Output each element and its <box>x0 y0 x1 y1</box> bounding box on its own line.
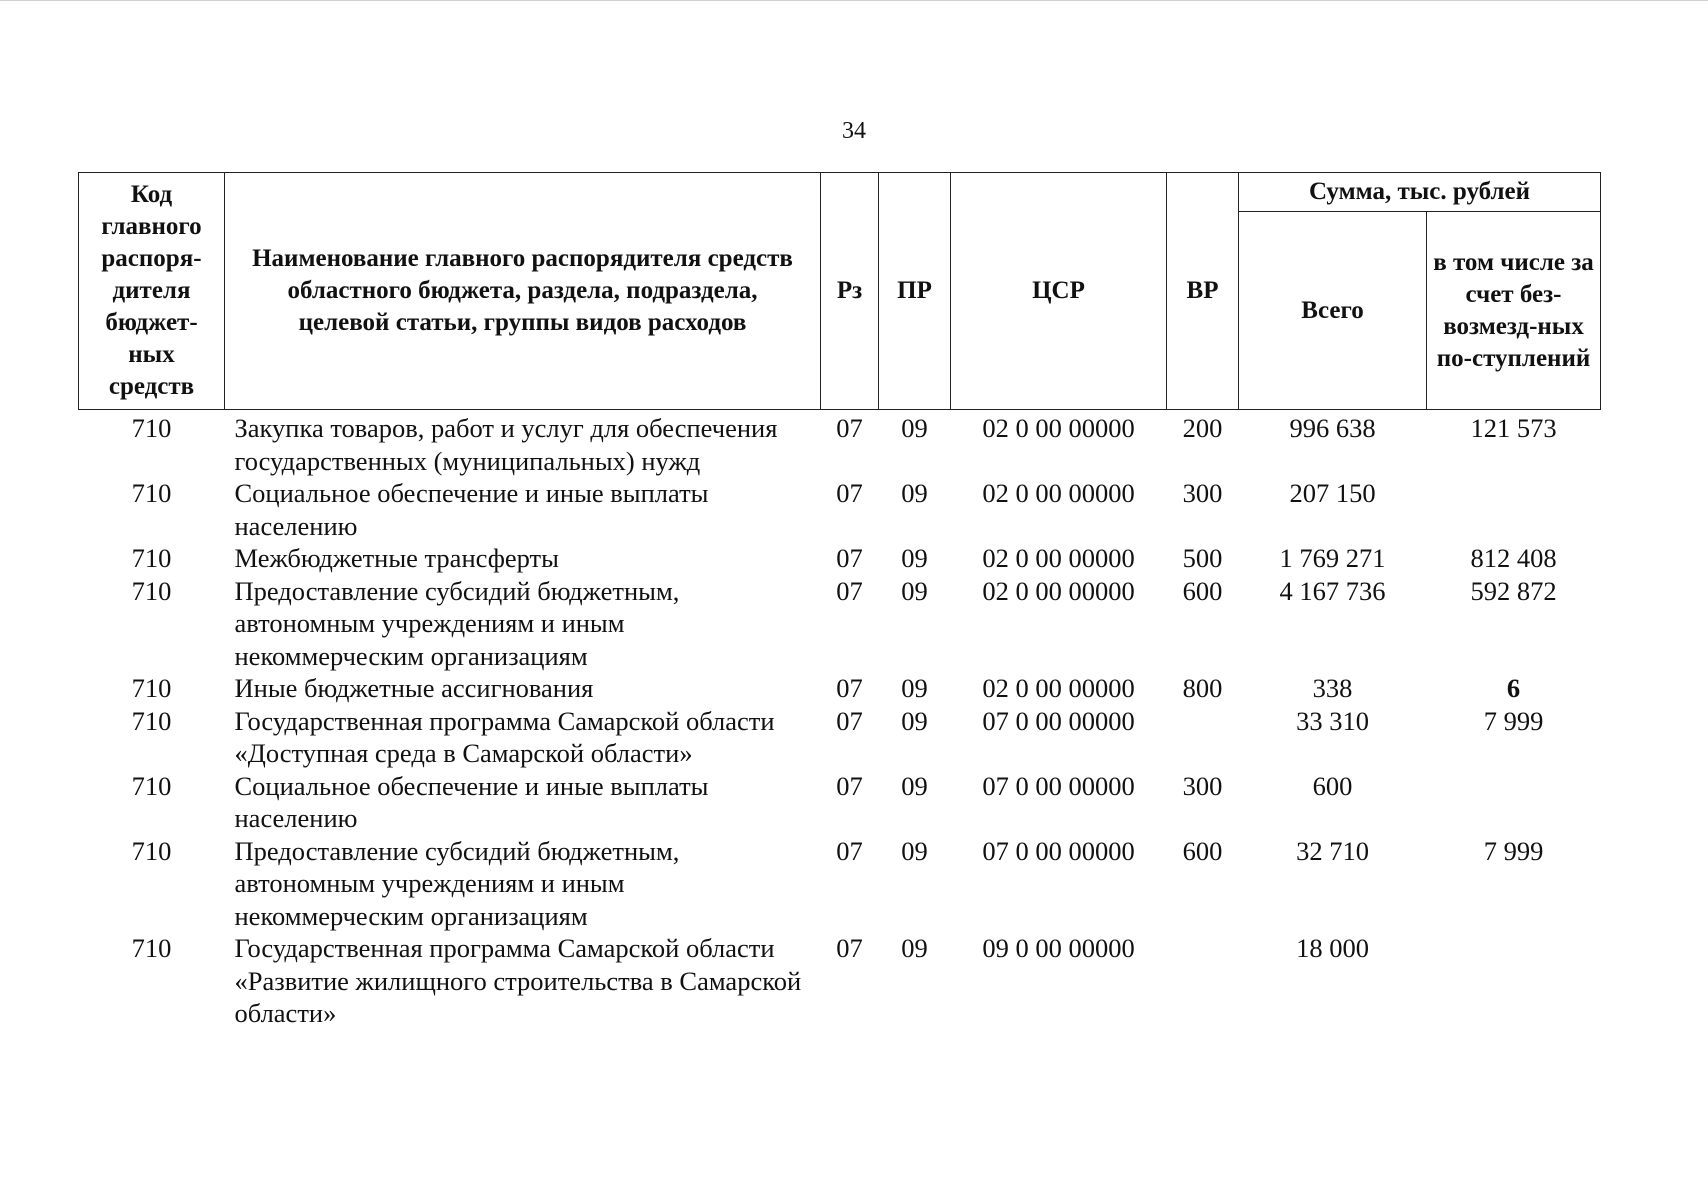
cell-vr: 600 <box>1182 835 1223 866</box>
cell-rz: 07 <box>836 575 863 606</box>
cell-gratuitous: 592 872 <box>1470 575 1557 606</box>
cell-rz: 07 <box>836 770 863 801</box>
cell-code: 710 <box>131 770 172 801</box>
cell-name: Межбюджетные трансферты <box>234 543 559 573</box>
cell-gratuitous: 7 999 <box>1483 705 1544 736</box>
cell-pr: 09 <box>901 705 928 736</box>
cell-code: 710 <box>131 413 172 443</box>
cell-total: 4 167 736 <box>1279 575 1386 606</box>
cell-code: 710 <box>131 673 172 703</box>
cell-name: Закупка товаров, работ и услуг для обеспечения государственных (муниципальных) нужд <box>234 413 778 476</box>
page-number: 34 <box>842 118 866 144</box>
table-body <box>79 410 1601 1030</box>
cell-name: Социальное обеспечение и иные выплаты населению <box>234 770 709 833</box>
cell-gratuitous <box>1427 770 1601 835</box>
cell-vr: 300 <box>1182 770 1223 801</box>
cell-total: 32 710 <box>1296 835 1369 866</box>
cell-csr: 02 0 00 00000 <box>982 478 1135 508</box>
cell-code: 710 <box>131 835 172 866</box>
budget-table <box>78 172 1601 1030</box>
cell-code: 710 <box>131 705 172 736</box>
cell-gratuitous: 6 <box>1506 673 1521 703</box>
table-row <box>79 705 1601 770</box>
cell-total: 996 638 <box>1289 413 1376 443</box>
cell-total: 207 150 <box>1289 478 1376 508</box>
cell-gratuitous: 812 408 <box>1470 543 1557 573</box>
cell-pr: 09 <box>901 933 928 963</box>
cell-code: 710 <box>131 575 172 606</box>
page-top-rule <box>0 0 1708 1</box>
cell-rz: 07 <box>836 478 863 508</box>
cell-gratuitous <box>1427 932 1601 1030</box>
cell-name: Государственная программа Самарской области «Доступная среда в Самарской области» <box>234 705 775 768</box>
cell-total: 1 769 271 <box>1279 543 1386 573</box>
cell-code: 710 <box>131 543 172 573</box>
cell-name: Социальное обеспечение и иные выплаты населению <box>234 478 709 541</box>
cell-gratuitous: 121 573 <box>1470 413 1557 443</box>
cell-pr: 09 <box>901 575 928 606</box>
header-rz: Рз <box>821 173 879 410</box>
header-vr: ВР <box>1167 173 1239 410</box>
header-total: Всего <box>1239 212 1427 410</box>
cell-rz: 07 <box>836 933 863 963</box>
cell-vr <box>1167 705 1239 770</box>
table-row <box>79 835 1601 933</box>
cell-csr: 09 0 00 00000 <box>982 933 1135 963</box>
table-row <box>79 932 1601 1030</box>
cell-pr: 09 <box>901 478 928 508</box>
header-gratuitous: в том числе за счет без-возмезд-ных по-ступлений <box>1427 212 1601 410</box>
cell-name: Предоставление субсидий бюджетным, автономным учреждениям и иным некоммерческим организациям <box>234 575 680 671</box>
cell-vr: 500 <box>1182 543 1223 573</box>
header-csr: ЦСР <box>951 173 1167 410</box>
cell-vr: 200 <box>1182 413 1223 443</box>
table-row <box>79 672 1601 705</box>
table-row <box>79 410 1601 478</box>
cell-name: Государственная программа Самарской области «Развитие жилищного строительства в Самарской области» <box>234 933 802 1028</box>
cell-vr: 800 <box>1182 673 1223 703</box>
table-row <box>79 477 1601 542</box>
cell-csr: 02 0 00 00000 <box>982 543 1135 573</box>
cell-name: Предоставление субсидий бюджетным, автономным учреждениям и иным некоммерческим организациям <box>234 835 680 931</box>
cell-rz: 07 <box>836 543 863 573</box>
cell-csr: 07 0 00 00000 <box>982 705 1135 736</box>
cell-pr: 09 <box>901 413 928 443</box>
cell-csr: 02 0 00 00000 <box>982 413 1135 443</box>
cell-pr: 09 <box>901 770 928 801</box>
table-row <box>79 575 1601 673</box>
cell-rz: 07 <box>836 705 863 736</box>
cell-csr: 02 0 00 00000 <box>982 575 1135 606</box>
cell-total: 33 310 <box>1296 705 1369 736</box>
cell-csr: 07 0 00 00000 <box>982 770 1135 801</box>
table-row <box>79 770 1601 835</box>
cell-total: 338 <box>1312 673 1353 703</box>
cell-pr: 09 <box>901 543 928 573</box>
header-code: Код главного распоря-дителя бюджет-ных средств <box>79 173 225 410</box>
cell-csr: 07 0 00 00000 <box>982 835 1135 866</box>
cell-rz: 07 <box>836 673 863 703</box>
table-header <box>79 173 1601 410</box>
cell-rz: 07 <box>836 413 863 443</box>
header-name: Наименование главного распорядителя средств областного бюджета, раздела, подраздела, целевой статьи, группы видов расходов <box>225 173 821 410</box>
cell-gratuitous: 7 999 <box>1483 835 1544 866</box>
header-pr: ПР <box>879 173 951 410</box>
cell-gratuitous <box>1427 477 1601 542</box>
cell-vr: 600 <box>1182 575 1223 606</box>
cell-rz: 07 <box>836 835 863 866</box>
cell-vr <box>1167 932 1239 1030</box>
cell-vr: 300 <box>1182 478 1223 508</box>
cell-pr: 09 <box>901 835 928 866</box>
header-sum-group: Сумма, тыс. рублей <box>1239 173 1601 212</box>
cell-csr: 02 0 00 00000 <box>982 673 1135 703</box>
cell-total: 600 <box>1312 770 1353 801</box>
cell-code: 710 <box>131 933 172 963</box>
cell-pr: 09 <box>901 673 928 703</box>
cell-code: 710 <box>131 478 172 508</box>
cell-total: 18 000 <box>1296 933 1369 963</box>
cell-name: Иные бюджетные ассигнования <box>234 673 594 703</box>
table-row <box>79 542 1601 575</box>
